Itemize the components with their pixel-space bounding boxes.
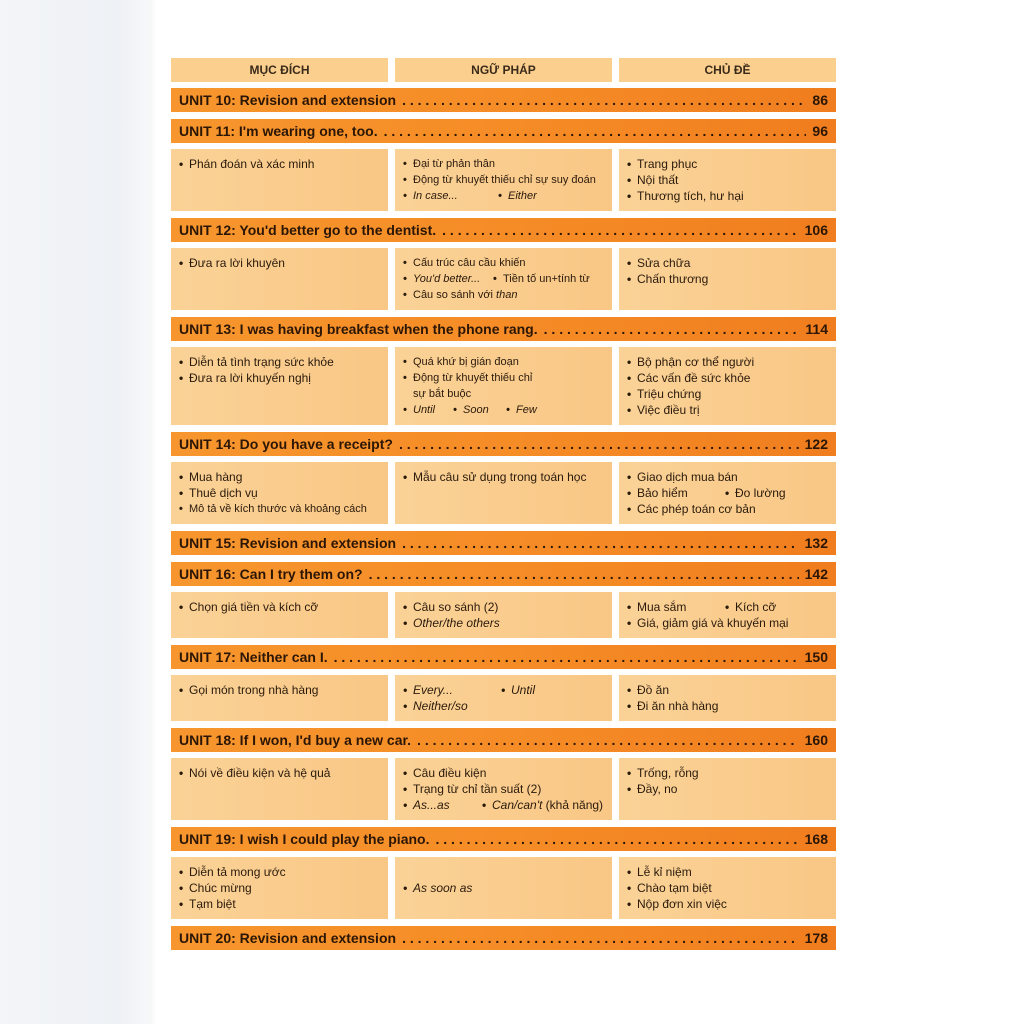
grammar-text: Câu so sánh với	[413, 289, 493, 301]
leader-dots	[402, 531, 799, 555]
column-header-topic: CHỦ ĐỀ	[619, 58, 836, 82]
page-number: 178	[804, 930, 828, 946]
topic-item: • Giao dịch mua bán	[627, 469, 828, 485]
purpose-item: • Diễn tả mong ước	[179, 864, 380, 880]
purpose-item: • Chọn giá tiền và kích cỡ	[179, 599, 380, 615]
purpose-cell	[171, 592, 388, 638]
purpose-cell	[171, 248, 388, 310]
grammar-item: • Câu so sánh (2)	[403, 599, 604, 615]
purpose-cell	[171, 857, 388, 919]
grammar-cell	[395, 347, 612, 425]
unit-title: UNIT 19: I wish I could play the piano.	[179, 831, 430, 847]
purpose-item: • Đưa ra lời khuyên	[179, 255, 380, 271]
column-headers	[171, 58, 836, 82]
grammar-item: • Động từ khuyết thiếu chỉ sự suy đoán	[403, 172, 604, 188]
topic-item: • Đồ ăn	[627, 682, 828, 698]
topic-item: • Giá, giảm giá và khuyến mại	[627, 615, 828, 631]
grammar-item: • Câu điều kiện	[403, 765, 604, 781]
topic-item: • Lễ kỉ niệm	[627, 864, 828, 880]
unit-11-details	[171, 149, 836, 211]
purpose-cell	[171, 675, 388, 721]
unit-14-details	[171, 462, 836, 524]
topic-item: • Chào tạm biệt	[627, 880, 828, 896]
grammar-item: • Every...	[403, 682, 501, 698]
grammar-item-pair	[403, 797, 604, 813]
unit-17-details	[171, 675, 836, 721]
topic-item: • Bộ phận cơ thể người	[627, 354, 828, 370]
unit-title: UNIT 10: Revision and extension	[179, 92, 397, 108]
grammar-item: • Mẫu câu sử dụng trong toán học	[403, 469, 604, 485]
topic-cell	[619, 248, 836, 310]
topic-item: • Đi ăn nhà hàng	[627, 698, 828, 714]
purpose-cell	[171, 758, 388, 820]
page-number: 142	[804, 566, 828, 582]
topic-item: • Kích cỡ	[725, 599, 776, 615]
grammar-cell	[395, 758, 612, 820]
purpose-item: • Nói về điều kiện và hệ quả	[179, 765, 380, 781]
page-number: 106	[804, 222, 828, 238]
unit-title: UNIT 15: Revision and extension	[179, 535, 397, 551]
grammar-item: • Đại từ phản thân	[403, 156, 604, 172]
unit-14-bar[interactable]	[171, 432, 836, 456]
topic-cell	[619, 758, 836, 820]
grammar-item: • Soon	[453, 402, 506, 418]
topic-item: • Chấn thương	[627, 271, 828, 287]
grammar-cell	[395, 462, 612, 524]
topic-item: • Mua sắm	[627, 599, 725, 615]
grammar-item: • Either	[498, 188, 537, 204]
topic-item-pair	[627, 485, 828, 501]
leader-dots	[399, 432, 799, 456]
leader-dots	[402, 88, 806, 112]
page-number: 160	[804, 732, 828, 748]
page-gutter	[0, 0, 150, 1024]
purpose-item: • Đưa ra lời khuyến nghị	[179, 370, 380, 386]
grammar-item: • Tiền tố un+tính từ	[493, 271, 590, 287]
page-number: 132	[804, 535, 828, 551]
purpose-item: • Phán đoán và xác minh	[179, 156, 380, 172]
unit-title: UNIT 11: I'm wearing one, too.	[179, 123, 378, 139]
grammar-item: • As soon as	[403, 880, 604, 896]
grammar-item: • Trạng từ chỉ tần suất (2)	[403, 781, 604, 797]
page-number: 122	[804, 436, 828, 452]
grammar-item: • Until	[403, 402, 453, 418]
grammar-item	[482, 797, 603, 813]
purpose-item: • Tạm biệt	[179, 896, 380, 912]
grammar-item: • Other/the others	[403, 615, 604, 631]
leader-dots	[384, 119, 807, 143]
purpose-item: • Mua hàng	[179, 469, 380, 485]
topic-cell	[619, 675, 836, 721]
unit-13-details	[171, 347, 836, 425]
topic-item: • Sửa chữa	[627, 255, 828, 271]
purpose-cell	[171, 347, 388, 425]
topic-item: • Bảo hiểm	[627, 485, 725, 501]
unit-18-details	[171, 758, 836, 820]
unit-16-bar[interactable]	[171, 562, 836, 586]
page-number: 96	[812, 123, 828, 139]
leader-dots	[435, 827, 798, 851]
leader-dots	[402, 926, 799, 950]
topic-cell	[619, 347, 836, 425]
unit-17-bar[interactable]	[171, 645, 836, 669]
purpose-item: • Chúc mừng	[179, 880, 380, 896]
purpose-cell	[171, 462, 388, 524]
page-number: 86	[812, 92, 828, 108]
topic-cell	[619, 462, 836, 524]
grammar-item: • Cấu trúc câu cầu khiến	[403, 255, 604, 271]
grammar-note: (khả năng)	[545, 798, 604, 812]
unit-12-bar[interactable]	[171, 218, 836, 242]
leader-dots	[442, 218, 798, 242]
unit-11-bar[interactable]	[171, 119, 836, 143]
unit-12-details	[171, 248, 836, 310]
purpose-item: • Diễn tả tình trạng sức khỏe	[179, 354, 380, 370]
leader-dots	[369, 562, 799, 586]
unit-13-bar[interactable]	[171, 317, 836, 341]
grammar-cell	[395, 857, 612, 919]
grammar-item-pair	[403, 271, 604, 287]
page-number: 150	[804, 649, 828, 665]
grammar-item: • Until	[501, 682, 535, 698]
topic-cell	[619, 592, 836, 638]
page-shadow	[150, 0, 156, 1024]
unit-16-details	[171, 592, 836, 638]
grammar-keyword: Can/can't	[492, 798, 543, 812]
column-header-purpose: MỤC ĐÍCH	[171, 58, 388, 82]
leader-dots	[544, 317, 800, 341]
column-header-grammar: NGỮ PHÁP	[395, 58, 612, 82]
purpose-item: • Thuê dịch vụ	[179, 485, 380, 501]
unit-20-bar[interactable]	[171, 926, 836, 950]
grammar-cell	[395, 248, 612, 310]
unit-19-bar[interactable]	[171, 827, 836, 851]
grammar-item: • Quá khứ bị gián đoạn	[403, 354, 604, 370]
unit-15-bar[interactable]	[171, 531, 836, 555]
unit-title: UNIT 13: I was having breakfast when the phone rang.	[179, 321, 538, 337]
topic-item: • Triệu chứng	[627, 386, 828, 402]
purpose-cell	[171, 149, 388, 211]
topic-item: • Đo lường	[725, 485, 786, 501]
grammar-item-group	[403, 402, 604, 418]
grammar-item-continued: sự bắt buộc	[413, 388, 472, 400]
grammar-item: • Few	[506, 402, 537, 418]
topic-item: • Nội thất	[627, 172, 828, 188]
topic-cell	[619, 149, 836, 211]
topic-item: • Các vấn đề sức khỏe	[627, 370, 828, 386]
purpose-item: • Gọi món trong nhà hàng	[179, 682, 380, 698]
leader-dots	[417, 728, 799, 752]
topic-item: • Thương tích, hư hại	[627, 188, 828, 204]
grammar-cell	[395, 592, 612, 638]
unit-title: UNIT 17: Neither can I.	[179, 649, 328, 665]
unit-title: UNIT 12: You'd better go to the dentist.	[179, 222, 437, 238]
topic-item-pair	[627, 599, 828, 615]
grammar-keyword: than	[496, 289, 518, 301]
page-number: 114	[805, 321, 828, 337]
topic-item: • Việc điều trị	[627, 402, 828, 418]
unit-18-bar[interactable]	[171, 728, 836, 752]
grammar-item: • In case...	[403, 188, 498, 204]
unit-title: UNIT 16: Can I try them on?	[179, 566, 363, 582]
grammar-item-pair	[403, 188, 604, 204]
unit-title: UNIT 18: If I won, I'd buy a new car.	[179, 732, 412, 748]
page-number: 168	[804, 831, 828, 847]
table-of-contents	[171, 58, 836, 956]
grammar-item: • As...as	[403, 797, 482, 813]
grammar-item	[403, 287, 604, 303]
unit-title: UNIT 14: Do you have a receipt?	[179, 436, 393, 452]
grammar-item-pair	[403, 682, 604, 698]
purpose-item: • Mô tả về kích thước và khoảng cách	[179, 501, 380, 517]
grammar-item: • Neither/so	[403, 698, 604, 714]
topic-item: • Các phép toán cơ bản	[627, 501, 828, 517]
leader-dots	[334, 645, 799, 669]
topic-item: • Đầy, no	[627, 781, 828, 797]
unit-title: UNIT 20: Revision and extension	[179, 930, 397, 946]
topic-item: • Trang phục	[627, 156, 828, 172]
unit-10-bar[interactable]	[171, 88, 836, 112]
grammar-cell	[395, 149, 612, 211]
unit-19-details	[171, 857, 836, 919]
topic-item: • Trống, rỗng	[627, 765, 828, 781]
topic-item: • Nộp đơn xin việc	[627, 896, 828, 912]
grammar-item: • You'd better...	[403, 271, 493, 287]
grammar-item: • Động từ khuyết thiếu chỉ	[403, 370, 604, 386]
topic-cell	[619, 857, 836, 919]
grammar-cell	[395, 675, 612, 721]
